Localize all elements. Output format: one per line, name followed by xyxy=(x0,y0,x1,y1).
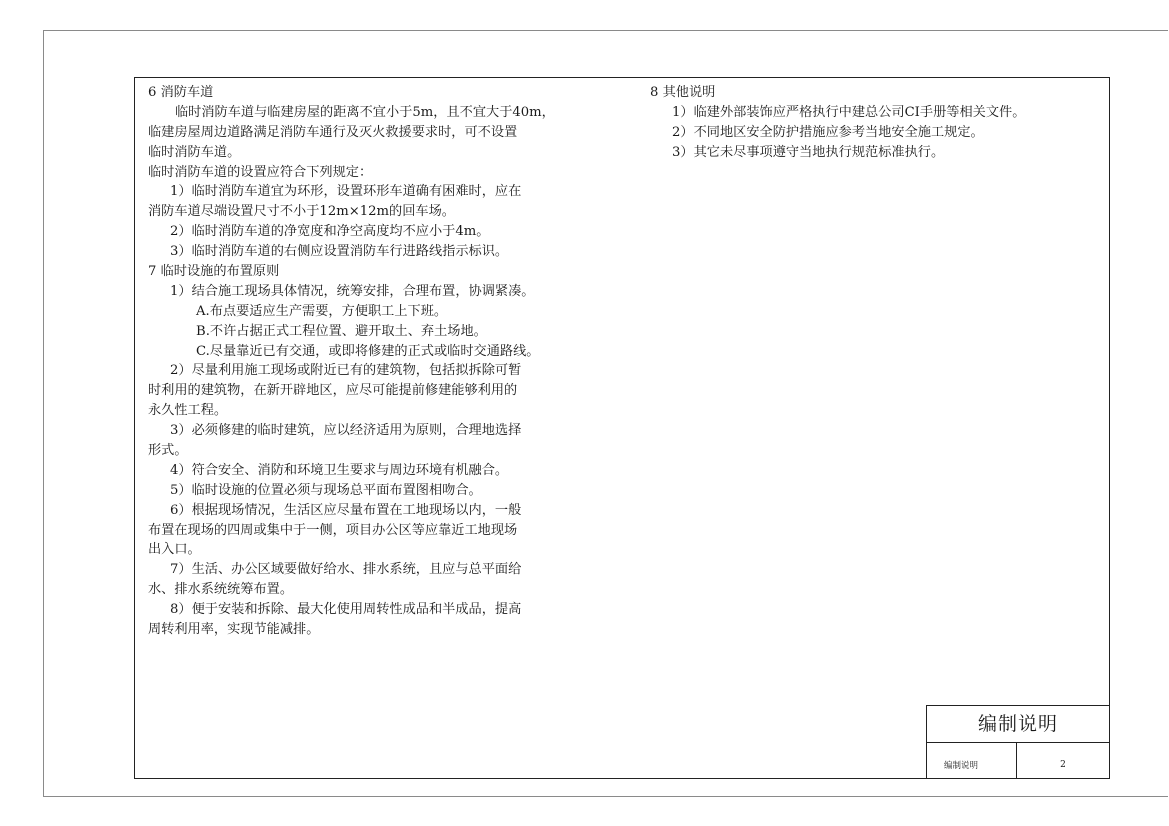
section-7-line: B.不许占据正式工程位置、避开取土、弃土场地。 xyxy=(196,323,487,339)
section-7-line: 7）生活、办公区域要做好给水、排水系统，且应与总平面给 xyxy=(170,562,522,578)
section-8-line: 2）不同地区安全防护措施应参考当地安全施工规定。 xyxy=(672,124,984,140)
section-8-line: 1）临建外部装饰应严格执行中建总公司CI手册等相关文件。 xyxy=(672,104,1026,120)
right-column xyxy=(650,83,1025,163)
section-7-line: A.布点要适应生产需要，方便职工上下班。 xyxy=(196,303,448,319)
section-7-line: 出入口。 xyxy=(148,542,201,558)
title-block-drawing-name: 编制说明 xyxy=(927,743,1017,779)
section-6-line: 3）临时消防车道的右侧应设置消防车行进路线指示标识。 xyxy=(170,244,509,260)
section-7-line: 布置在现场的四周或集中于一侧，项目办公区等应靠近工地现场 xyxy=(148,522,518,538)
section-6-line: 1）临时消防车道宜为环形，设置环形车道确有困难时，应在 xyxy=(170,184,522,200)
section-6-line: 消防车道尽端设置尺寸不小于12m×12m的回车场。 xyxy=(148,204,455,220)
section-7-line: 2）尽量利用施工现场或附近已有的建筑物，包括拟拆除可暂 xyxy=(170,363,522,379)
section-7-line: 4）符合安全、消防和环境卫生要求与周边环境有机融合。 xyxy=(170,462,509,478)
section-7-line: 时利用的建筑物，在新开辟地区，应尽可能提前修建能够利用的 xyxy=(148,383,518,399)
section-7-line: C.尽量靠近已有交通，或即将修建的正式或临时交通路线。 xyxy=(196,343,540,359)
section-6-line: 临建房屋周边道路满足消防车通行及灭火救援要求时，可不设置 xyxy=(148,124,518,140)
section-6-line: 临时消防车道的设置应符合下列规定： xyxy=(148,164,373,180)
section-7-line: 1）结合施工现场具体情况，统筹安排，合理布置，协调紧凑。 xyxy=(170,283,535,299)
left-column xyxy=(148,83,555,640)
section-8-line: 3）其它未尽事项遵守当地执行规范标准执行。 xyxy=(672,144,945,160)
section-7-line: 6）根据现场情况，生活区应尽量布置在工地现场以内，一般 xyxy=(170,502,522,518)
section-7-line: 永久性工程。 xyxy=(148,403,228,419)
section-7-line: 水、排水系统统筹布置。 xyxy=(148,582,294,598)
section-7-line: 5）临时设施的位置必须与现场总平面布置图相吻合。 xyxy=(170,482,482,498)
section-8-heading: 8 其他说明 xyxy=(650,85,716,100)
title-block xyxy=(926,705,1110,779)
section-7-line: 周转利用率，实现节能减排。 xyxy=(148,622,320,638)
section-6-line: 临时消防车道。 xyxy=(148,144,241,160)
section-7-line: 3）必须修建的临时建筑，应以经济适用为原则，合理地选择 xyxy=(170,423,522,439)
section-6-heading: 6 消防车道 xyxy=(148,85,214,100)
title-block-title: 编制说明 xyxy=(927,706,1109,743)
section-7-line: 形式。 xyxy=(148,443,188,459)
section-7-heading: 7 临时设施的布置原则 xyxy=(148,264,280,280)
section-7-line: 8）便于安装和拆除、最大化使用周转性成品和半成品，提高 xyxy=(170,602,522,618)
section-6-line: 临时消防车道与临建房屋的距离不宜小于5m，且不宜大于40m， xyxy=(175,104,555,120)
section-6-line: 2）临时消防车道的净宽度和净空高度均不应小于4m。 xyxy=(170,224,490,240)
title-block-sheet-number: 2 xyxy=(1060,760,1066,770)
